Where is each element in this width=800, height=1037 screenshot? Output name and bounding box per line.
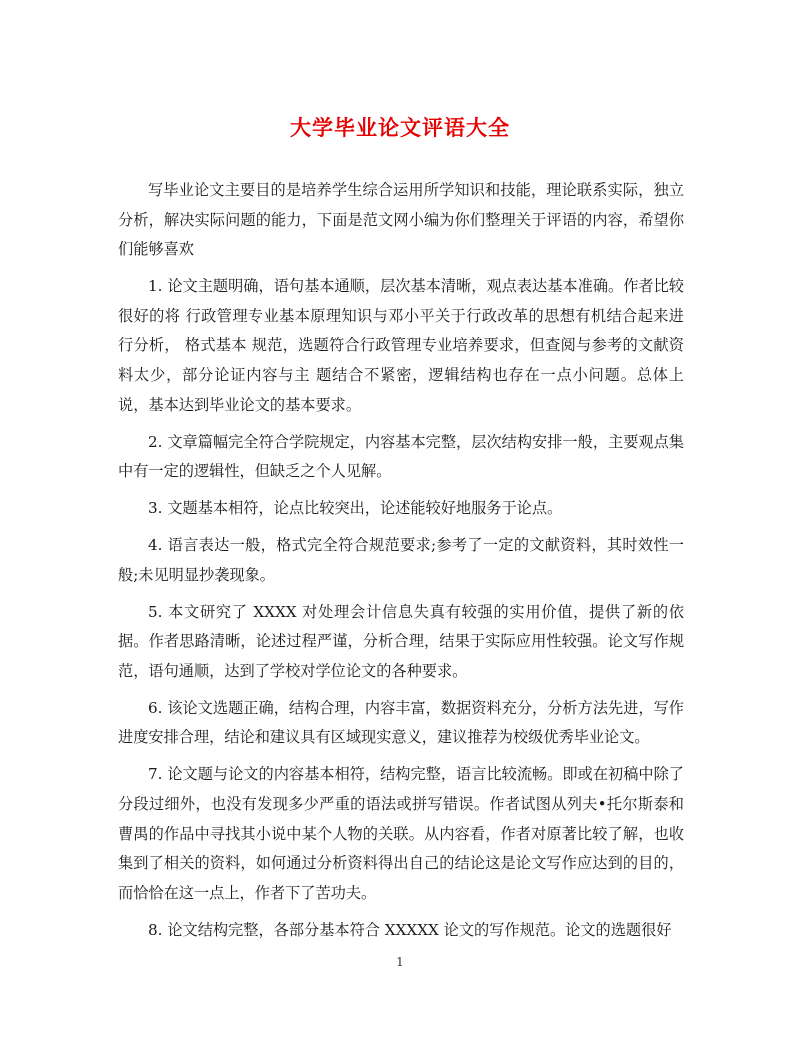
comment-paragraph-6: 6. 该论文选题正确，结构合理，内容丰富，数据资料充分，分析方法先进，写作进度安排合理，结论和建议具有区域现实意义，建议推荐为校级优秀毕业论文。 xyxy=(118,698,684,747)
comment-paragraph-8: 8. 论文结构完整，各部分基本符合 XXXXX 论文的写作规范。论文的选题很好 xyxy=(148,920,672,939)
comment-paragraph-1: 1. 论文主题明确，语句基本通顺，层次基本清晰，观点表达基本准确。作者比较很好的将 行政管理专业基本原理知识与邓小平关于行政改革的思想有机结合起来进行分析， 格式基本 规范，选题符合行政管理专业培养要求，但查阅与参考的文献资料太少，部分论证内容与主 题结合不紧密，逻辑结构也存在一点小问题。总体上说，基本达到毕业论文的基本要求。 xyxy=(118,277,684,414)
document-title: 大学毕业论文评语大全 xyxy=(290,115,510,140)
comment-paragraph-4: 4. 语言表达一般，格式完全符合规范要求;参考了一定的文献资料，其时效性一般;未见明显抄袭现象。 xyxy=(118,536,684,584)
document-body xyxy=(118,176,684,953)
comment-paragraph-3: 3. 文题基本相符，论点比较突出，论述能较好地服务于论点。 xyxy=(148,499,563,518)
page-number: 1 xyxy=(396,955,404,969)
intro-paragraph: 写毕业论文主要目的是培养学生综合运用所学知识和技能，理论联系实际，独立分析，解决实际问题的能力，下面是范文网小编为你们整理关于评语的内容，希望你们能够喜欢 xyxy=(118,181,684,259)
comment-paragraph-2: 2. 文章篇幅完全符合学院规定，内容基本完整，层次结构安排一般，主要观点集中有一定的逻辑性，但缺乏之个人见解。 xyxy=(118,432,684,481)
comment-paragraph-5: 5. 本文研究了 XXXX 对处理会计信息失真有较强的实用价值，提供了新的依据。作者思路清晰，论述过程严谨，分析合理，结果于实际应用性较强。论文写作规范，语句通顺，达到了学校对学位论文的各种要求。 xyxy=(118,602,684,680)
comment-paragraph-7: 7. 论文题与论文的内容基本相符，结构完整，语言比较流畅。即或在初稿中除了分段过细外，也没有发现多少严重的语法或拼写错误。作者试图从列夫•托尔斯泰和曹禺的作品中寻找其小说中某个人物的关联。从内容看，作者对原著比较了解，也收集到了相关的资料，如何通过分析资料得出自己的结论这是论文写作应达到的目的，而恰恰在这一点上，作者下了苦功夫。 xyxy=(118,765,684,902)
